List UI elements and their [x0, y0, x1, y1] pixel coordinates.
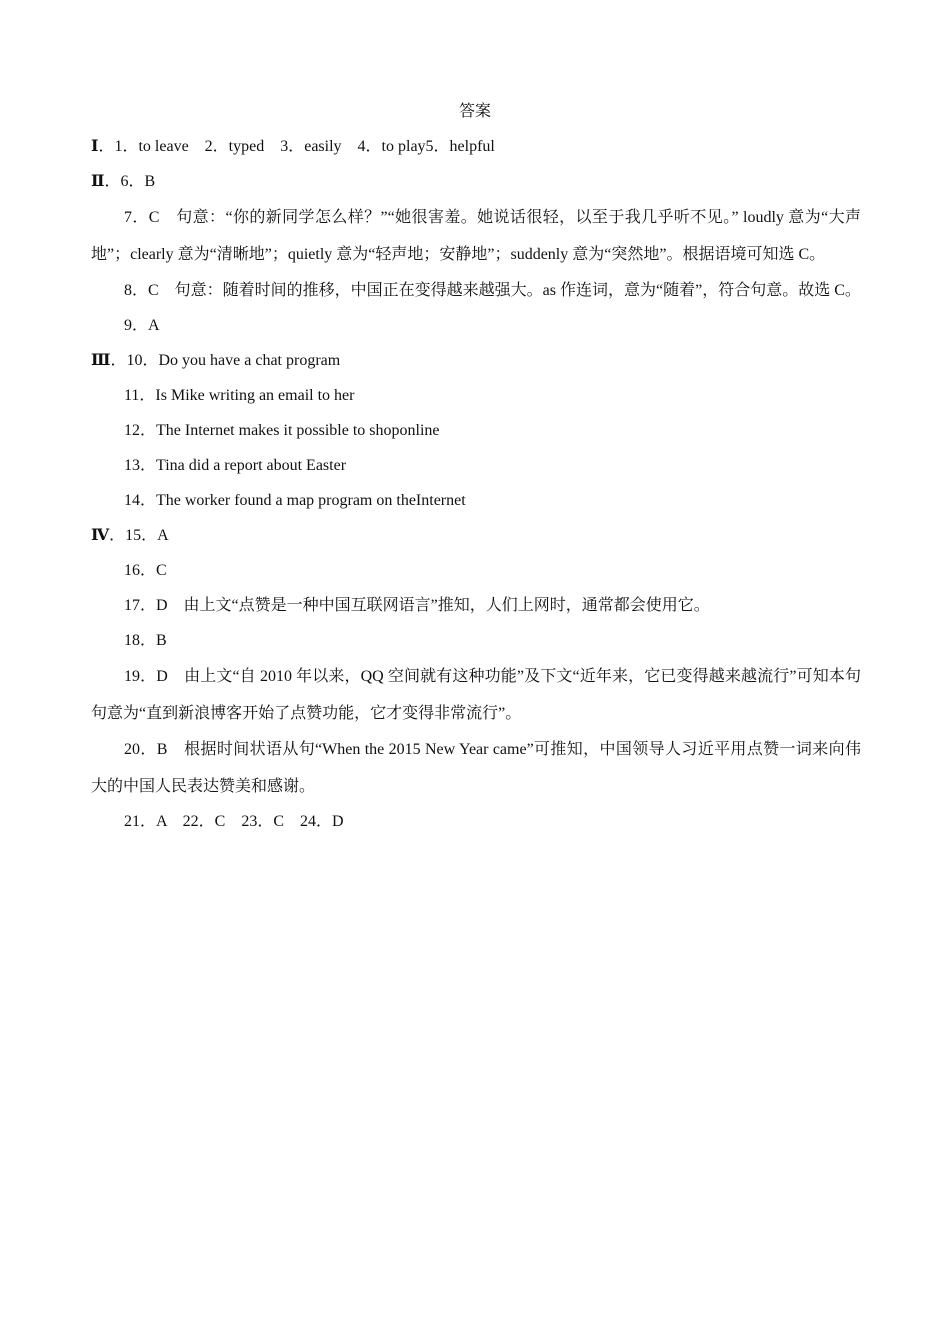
section-4-line: [91, 525, 861, 560]
answer-19: 19．D 由上文“自 2010 年以来，QQ 空间就有这种功能”及下文“近年来，它已变得越来越流行”可知本句句意为“直到新浪博客开始了点赞功能，它才变得非常流行”。: [91, 668, 861, 722]
answer-12: 12．The Internet makes it possible to shoponline: [124, 422, 440, 439]
answer-13: 13．Tina did a report about Easter: [124, 457, 347, 474]
answer-8: 8．C 句意：随着时间的推移，中国正在变得越来越强大。as 作连词，意为“随着”，符合句意。故选 C。: [124, 282, 861, 299]
answer-10: ．10．Do you have a chat program: [110, 352, 341, 369]
answer-20: 20．B 根据时间状语从句“When the 2015 New Year came”可推知，中国领导人习近平用点赞一词来向伟大的中国人民表达赞美和感谢。: [91, 741, 861, 795]
answers-21-24: 21．A 22．C 23．C 24．D: [124, 813, 344, 830]
answer-14: 14．The worker found a map program on theInternet: [124, 492, 466, 509]
section-3-line: [91, 350, 861, 385]
answer-17: 17．D 由上文“点赞是一种中国互联网语言”推知，人们上网时，通常都会使用它。: [124, 597, 710, 614]
answer-18: 18．B: [124, 632, 167, 649]
answer-11: 11．Is Mike writing an email to her: [124, 387, 355, 404]
section-1-answers: ．1．to leave 2．typed 3．easily 4．to play5．helpful: [98, 138, 495, 155]
section-3-numeral: Ⅲ: [91, 352, 111, 369]
answer-15: ．15．A: [109, 527, 169, 544]
answer-7: 7．C 句意：“你的新同学怎么样？”“她很害羞。她说话很轻，以至于我几乎听不见。” loudly 意为“大声地”；clearly 意为“清晰地”；quietly 意为“轻声地；安静地”；suddenly 意为“突然地”。根据语境可知选 C。: [91, 209, 861, 263]
answer-6: ．6．B: [104, 173, 156, 190]
answer-9: 9．A: [124, 317, 160, 334]
page-title: 答案: [458, 103, 491, 120]
section-1-line: [91, 136, 861, 171]
answer-16: 16．C: [124, 562, 167, 579]
section-1-numeral: Ⅰ: [91, 138, 99, 155]
section-2-numeral: Ⅱ: [91, 173, 105, 190]
section-4-numeral: Ⅳ: [91, 527, 110, 544]
answer-content: [91, 136, 861, 846]
